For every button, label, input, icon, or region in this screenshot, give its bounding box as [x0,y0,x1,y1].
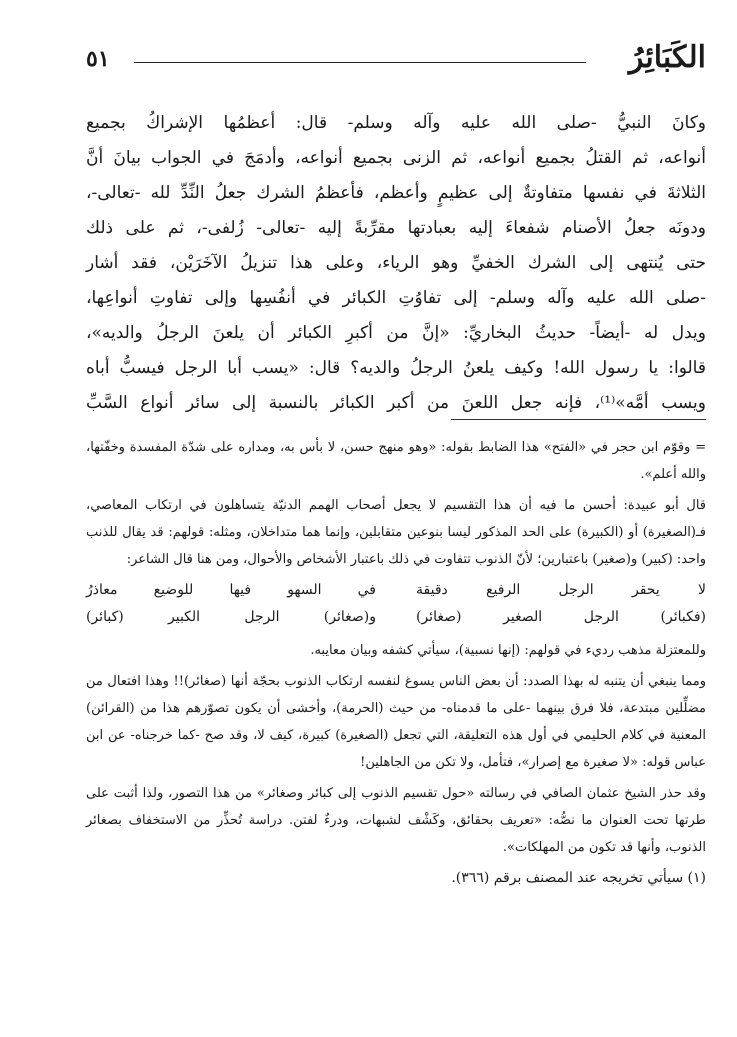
poem [86,577,706,631]
notes-section [86,434,706,896]
page-header [86,36,706,80]
book-page [86,36,706,1016]
page-number: ٥١ [86,46,110,72]
main-line: قالوا: يا رسول الله! وكيف يلعنُ الرجلُ والديه؟ قال: «يسب أبا الرجل فيسبُّ أباه [86,358,706,378]
note-paragraph: وللمعتزلة مذهب رديء في قولهم: (إنها نسبية)، سيأتي كشفه وبيان معايبه. [310,643,706,658]
note-paragraph: ومما ينبغي أن يتنبه له بهذا الصدد: أن بعض الناس يسوغ لنفسه ارتكاب الذنوب بحجّة أنها (صغائر)!! وهذا افتعال من مضلِّلين مبتدعة، فلا فرق بينهما -على ما قدمناه- من حيث (الحرمة)، وأخشى أن يكون تصوّرهم هذا من (القرائن) المعنية في كلام الحليمي في أول هذه التعليقة، التي تجعل (الصغيرة) كبيرة، كيف لا، وقد صح -كما خرجناه- عن ابن عباس قوله: «لا صغيرة مع إصرار»، فتأمل، ولا تكن من الجاهلين! [86,674,706,770]
main-line: حتى يُنتهى إلى الشرك الخفيِّ وهو الرياء، وعلى هذا تنزيلُ الآخَرَيْن، فقد أشار [86,253,706,273]
header-rule [134,62,586,63]
footnote-item: (١) سيأتي تخريجه عند المصنف برقم (٣٦٦). [451,870,706,886]
poem-verse [86,604,706,631]
poem-hemistich-right: لا يحقر الرجل الرفيع دقيقة [416,582,706,598]
main-line: ويدل له -أيضاً- حديثُ البخاريِّ: «إنَّ من أكبرِ الكبائر أن يلعنَ الرجلُ والديه»، [86,323,706,343]
main-text [86,106,706,421]
poem-hemistich-left: و(صغائر) الرجل الكبير (كبائر) [86,609,376,625]
note-paragraph: = وقوّم ابن حجر في «الفتح» هذا الضابط بقوله: «وهو منهج حسن، لا بأس به، ومداره على شدّة المفسدة وخفّتها، والله أعلم». [86,440,706,482]
poem-hemistich-right: (فكبائر) الرجل الصغير (صغائر) [416,609,706,625]
main-line: ويسب أمَّه»⁽¹⁾، فإنه جعل اللعنَ من أكبر الكبائر بالنسبة إلى سائر أنواع السَّبِّ [86,393,706,413]
note-paragraph: قال أبو عبيدة: أحسن ما فيه أن هذا التقسيم لا يجعل أصحاب الهمم الدنيّة يتساهلون في ارتكاب المعاصي، فـ(الصغيرة) أو (الكبيرة) على الحد المذكور ليسا بنوعين متقابلين، وإنما هما متداخلان، ومثله: قولهم: قد يقال للذنب واحد: (كبير) و(صغير) باعتبارين؛ لأنّ الذنوب تتفاوت في ذلك باعتبار الأشخاص والأحوال، ومن هنا قال الشاعر: [86,498,706,567]
poem-verse [86,577,706,604]
main-line: ودونَه جعلُ الأصنام شفعاءَ إليه بعبادتها مقرِّبةً إليه -تعالى- زُلفى-، ثم على ذلك [86,218,706,238]
footnote-separator [451,419,706,420]
main-line: الثلاثةَ في نفسها متفاوتةٌ إلى عظيمٍ وأعظم، فأعظمُ الشرك جعلُ النِّدِّ لله -تعالى-، [86,183,706,203]
note-paragraph: وقد حذر الشيخ عثمان الصافي في رسالته «حول تقسيم الذنوب إلى كبائر وصغائر» من هذا التصور، ولذا أثبت على طرتها تحت العنوان ما نصُّه: «تعريف بحقائق، وكَشْف لشبهات، ودرءٌ لفتن. دراسة تُحذِّر من الاستخفاف بصغائر الذنوب، وأنها قد تكون من المهلكات». [86,786,706,855]
main-line: أنواعه، ثم القتلُ بجميع أنواعه، ثم الزنى بجميع أنواعه، وأدمَجَ في الجواب بيانَ أنَّ [86,148,706,168]
running-title: الكَبَائِرُ [628,40,706,75]
main-line: -صلى الله عليه وآله وسلم- إلى تفاوُتِ الكبائر في أنفُسِها وإلى تفاوتِ أنواعِها، [86,288,706,308]
main-line: وكانَ النبيُّ -صلى الله عليه وآله وسلم- قال: أعظمُها الإشراكُ بجميع [86,113,706,133]
poem-hemistich-left: في السهو فيها للوضيع معاذرُ [86,582,376,598]
